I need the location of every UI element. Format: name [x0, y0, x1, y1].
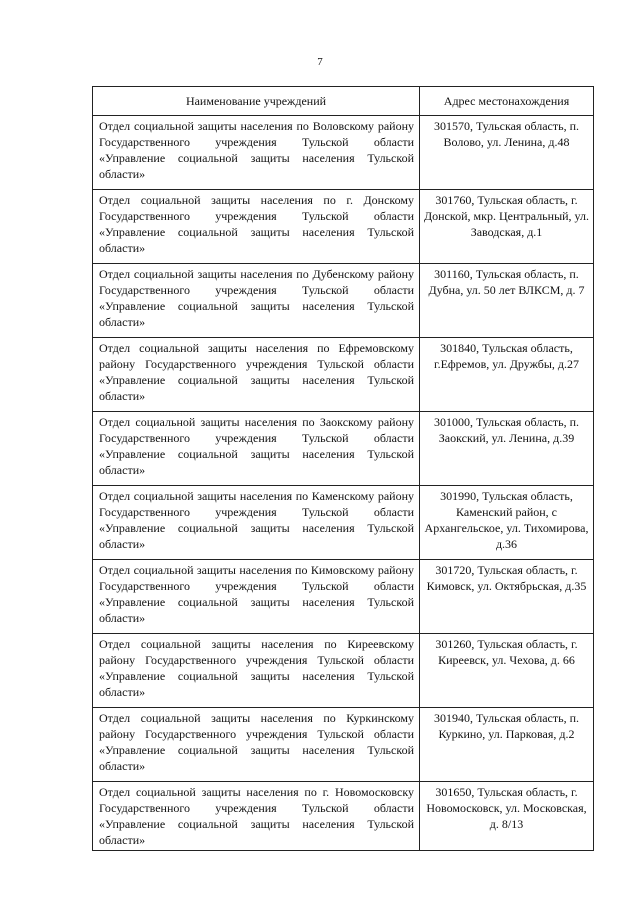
- institutions-table: [92, 86, 594, 851]
- institution-address-cell: 301720, Тульская область, г. Кимовск, ул. Октябрьская, д.35: [420, 560, 594, 634]
- institution-address-cell: 301990, Тульская область, Каменский район, с Архангельское, ул. Тихомирова, д.36: [420, 486, 594, 560]
- column-header-address: Адрес местонахождения: [420, 87, 594, 116]
- institution-name-cell: Отдел социальной защиты населения по Каменскому району Государственного учреждения Тульской области «Управление социальной защиты населения Тульской области»: [93, 486, 420, 560]
- table-row: [93, 190, 594, 264]
- table-row: [93, 412, 594, 486]
- institution-address-cell: 301840, Тульская область, г.Ефремов, ул. Дружбы, д.27: [420, 338, 594, 412]
- institution-address-cell: 301570, Тульская область, п. Волово, ул. Ленина, д.48: [420, 116, 594, 190]
- institution-name-cell: Отдел социальной защиты населения по Киреевскому району Государственного учреждения Тульской области «Управление социальной защиты населения Тульской области»: [93, 634, 420, 708]
- table-row: [93, 634, 594, 708]
- institution-name-cell: Отдел социальной защиты населения по Воловскому району Государственного учреждения Тульской области «Управление социальной защиты населения Тульской области»: [93, 116, 420, 190]
- institution-address-cell: 301160, Тульская область, п. Дубна, ул. 50 лет ВЛКСМ, д. 7: [420, 264, 594, 338]
- institution-address-cell: 301940, Тульская область, п. Куркино, ул. Парковая, д.2: [420, 708, 594, 782]
- institution-address-cell: 301760, Тульская область, г. Донской, мкр. Центральный, ул. Заводская, д.1: [420, 190, 594, 264]
- institution-name-cell: Отдел социальной защиты населения по г. Донскому Государственного учреждения Тульской области «Управление социальной защиты населения Тульской области»: [93, 190, 420, 264]
- table-row: [93, 116, 594, 190]
- institution-address-cell: 301650, Тульская область, г. Новомосковск, ул. Московская, д. 8/13: [420, 782, 594, 851]
- institution-name-cell: Отдел социальной защиты населения по Заокскому району Государственного учреждения Тульской области «Управление социальной защиты населения Тульской области»: [93, 412, 420, 486]
- institution-name-cell: Отдел социальной защиты населения по Дубенскому району Государственного учреждения Тульской области «Управление социальной защиты населения Тульской области»: [93, 264, 420, 338]
- institution-name-cell: Отдел социальной защиты населения по Куркинскому району Государственного учреждения Тульской области «Управление социальной защиты населения Тульской области»: [93, 708, 420, 782]
- table-header-row: [93, 87, 594, 116]
- table-row: [93, 708, 594, 782]
- table-row: [93, 338, 594, 412]
- institution-name-cell: Отдел социальной защиты населения по г. Новомосковску Государственного учреждения Тульской области «Управление социальной защиты населения Тульской области»: [93, 782, 420, 851]
- institution-name-cell: Отдел социальной защиты населения по Кимовскому району Государственного учреждения Тульской области «Управление социальной защиты населения Тульской области»: [93, 560, 420, 634]
- institution-address-cell: 301260, Тульская область, г. Киреевск, ул. Чехова, д. 66: [420, 634, 594, 708]
- table-row: [93, 486, 594, 560]
- column-header-name: Наименование учреждений: [93, 87, 420, 116]
- table-row: [93, 560, 594, 634]
- page-number: 7: [317, 56, 323, 68]
- institution-address-cell: 301000, Тульская область, п. Заокский, ул. Ленина, д.39: [420, 412, 594, 486]
- table-row: [93, 264, 594, 338]
- table-row: [93, 782, 594, 851]
- institution-name-cell: Отдел социальной защиты населения по Ефремовскому району Государственного учреждения Тульской области «Управление социальной защиты населения Тульской области»: [93, 338, 420, 412]
